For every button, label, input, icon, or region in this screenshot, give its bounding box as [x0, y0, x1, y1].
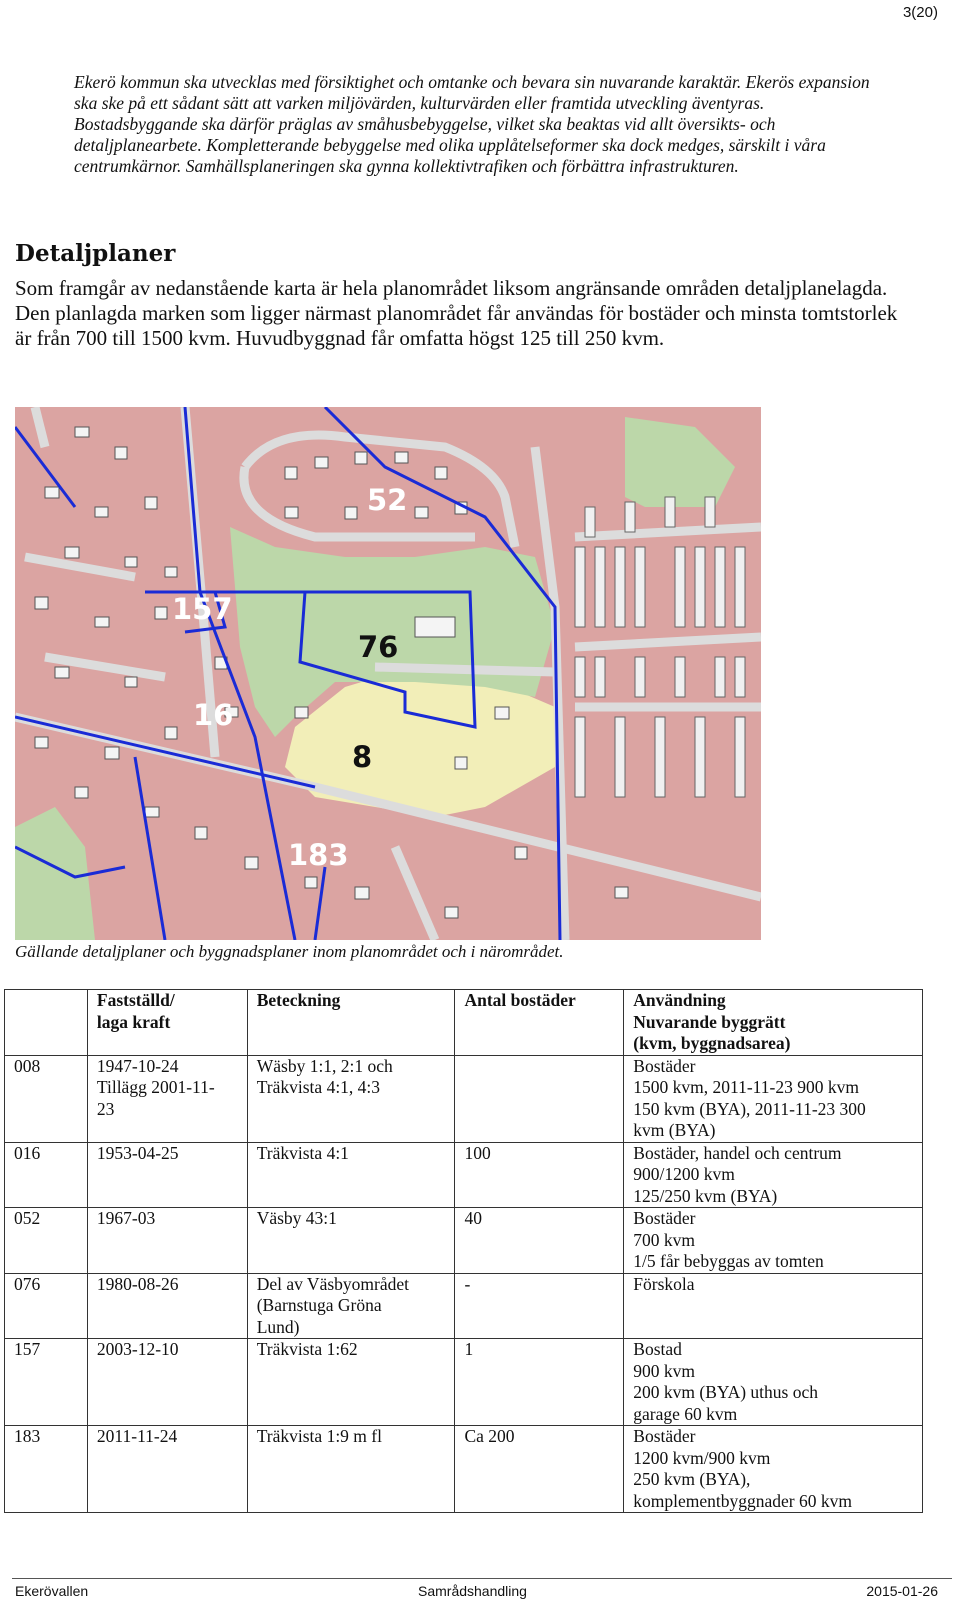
cell: Wäsby 1:1, 2:1 och Träkvista 4:1, 4:3: [247, 1055, 455, 1142]
body-paragraph: Som framgår av nedanstående karta är hela planområdet liksom angränsande områden detaljplanelagda. Den planlagda marken som ligger närmast planområdet får användas för bostäder och minsta tomtstorlek är från 700 till 1500 kvm. Huvudbyggnad får omfatta högst 125 till 250 kvm.: [15, 276, 898, 350]
cell: Träkvista 1:62: [247, 1339, 455, 1426]
cell: Bostäder, handel och centrum 900/1200 kvm 125/250 kvm (BYA): [624, 1142, 923, 1208]
map-label-52: 52: [367, 483, 408, 517]
table-row: [5, 1426, 923, 1513]
table-row: [5, 1339, 923, 1426]
header-nr: [5, 990, 88, 1056]
cell: Ca 200: [455, 1426, 624, 1513]
map-label-157: 157: [172, 592, 233, 626]
map-label-76: 76: [358, 630, 399, 664]
cell: 016: [5, 1142, 88, 1208]
footer-document-type: Samrådshandling: [418, 1583, 527, 1599]
cell: 183: [5, 1426, 88, 1513]
cell: [455, 1055, 624, 1142]
map-label-183: 183: [288, 838, 349, 872]
cell: Bostäder 1500 kvm, 2011-11-23 900 kvm 150 kvm (BYA), 2011-11-23 300 kvm (BYA): [624, 1055, 923, 1142]
footer-divider: [12, 1578, 952, 1579]
section-heading: Detaljplaner: [15, 240, 176, 267]
cell: 1947-10-24 Tillägg 2001-11- 23: [87, 1055, 247, 1142]
page-number: 3(20): [902, 4, 938, 21]
cell: Förskola: [624, 1273, 923, 1339]
header-beteckning: Beteckning: [247, 990, 455, 1056]
cell: 157: [5, 1339, 88, 1426]
table-row: [5, 1142, 923, 1208]
zoning-map: [15, 407, 761, 940]
header-anvandning: Användning Nuvarande byggrätt (kvm, byggnadsarea): [624, 990, 923, 1056]
zoning-map-svg: [15, 407, 761, 940]
plans-table: [4, 989, 923, 1513]
footer-date: 2015-01-26: [866, 1583, 938, 1599]
map-label-16: 16: [193, 698, 234, 732]
cell: Bostäder 1200 kvm/900 kvm 250 kvm (BYA), komplementbyggnader 60 kvm: [624, 1426, 923, 1513]
cell: -: [455, 1273, 624, 1339]
table-row: [5, 1273, 923, 1339]
map-label-8: 8: [352, 740, 373, 774]
footer-project: Ekerövallen: [15, 1583, 89, 1599]
header-antal: Antal bostäder: [455, 990, 624, 1056]
cell: 2003-12-10: [87, 1339, 247, 1426]
table-row: [5, 1208, 923, 1274]
cell: 008: [5, 1055, 88, 1142]
cell: Väsby 43:1: [247, 1208, 455, 1274]
table-header-row: [5, 990, 923, 1056]
cell: 1: [455, 1339, 624, 1426]
cell: 1967-03: [87, 1208, 247, 1274]
cell: 40: [455, 1208, 624, 1274]
cell: Träkvista 1:9 m fl: [247, 1426, 455, 1513]
header-fastst: Fastställd/ laga kraft: [87, 990, 247, 1056]
cell: Bostad 900 kvm 200 kvm (BYA) uthus och garage 60 kvm: [624, 1339, 923, 1426]
cell: 1953-04-25: [87, 1142, 247, 1208]
cell: 076: [5, 1273, 88, 1339]
cell: 1980-08-26: [87, 1273, 247, 1339]
cell: 052: [5, 1208, 88, 1274]
cell: Bostäder 700 kvm 1/5 får bebyggas av tomten: [624, 1208, 923, 1274]
cell: Del av Väsbyområdet (Barnstuga Gröna Lund): [247, 1273, 455, 1339]
cell: 2011-11-24: [87, 1426, 247, 1513]
cell: Träkvista 4:1: [247, 1142, 455, 1208]
intro-paragraph: Ekerö kommun ska utvecklas med försiktighet och omtanke och bevara sin nuvarande karaktär. Ekerös expansion ska ske på ett sådant sätt att varken miljövärden, kulturvärden eller framtida utveckling äventyras. Bostadsbyggande ska därför präglas av småhusbebyggelse, vilket ska beaktas vid allt översikts- och detaljplanearbete. Kompletterande bebyggelse med olika upplåtelseformer ska dock medges, särskilt i våra centrumkärnor. Samhällsplaneringen ska gynna kollektivtrafiken och förbättra infrastrukturen.: [74, 72, 870, 176]
cell: 100: [455, 1142, 624, 1208]
table-row: [5, 1055, 923, 1142]
map-caption: Gällande detaljplaner och byggnadsplaner inom planområdet och i närområdet.: [15, 942, 564, 961]
